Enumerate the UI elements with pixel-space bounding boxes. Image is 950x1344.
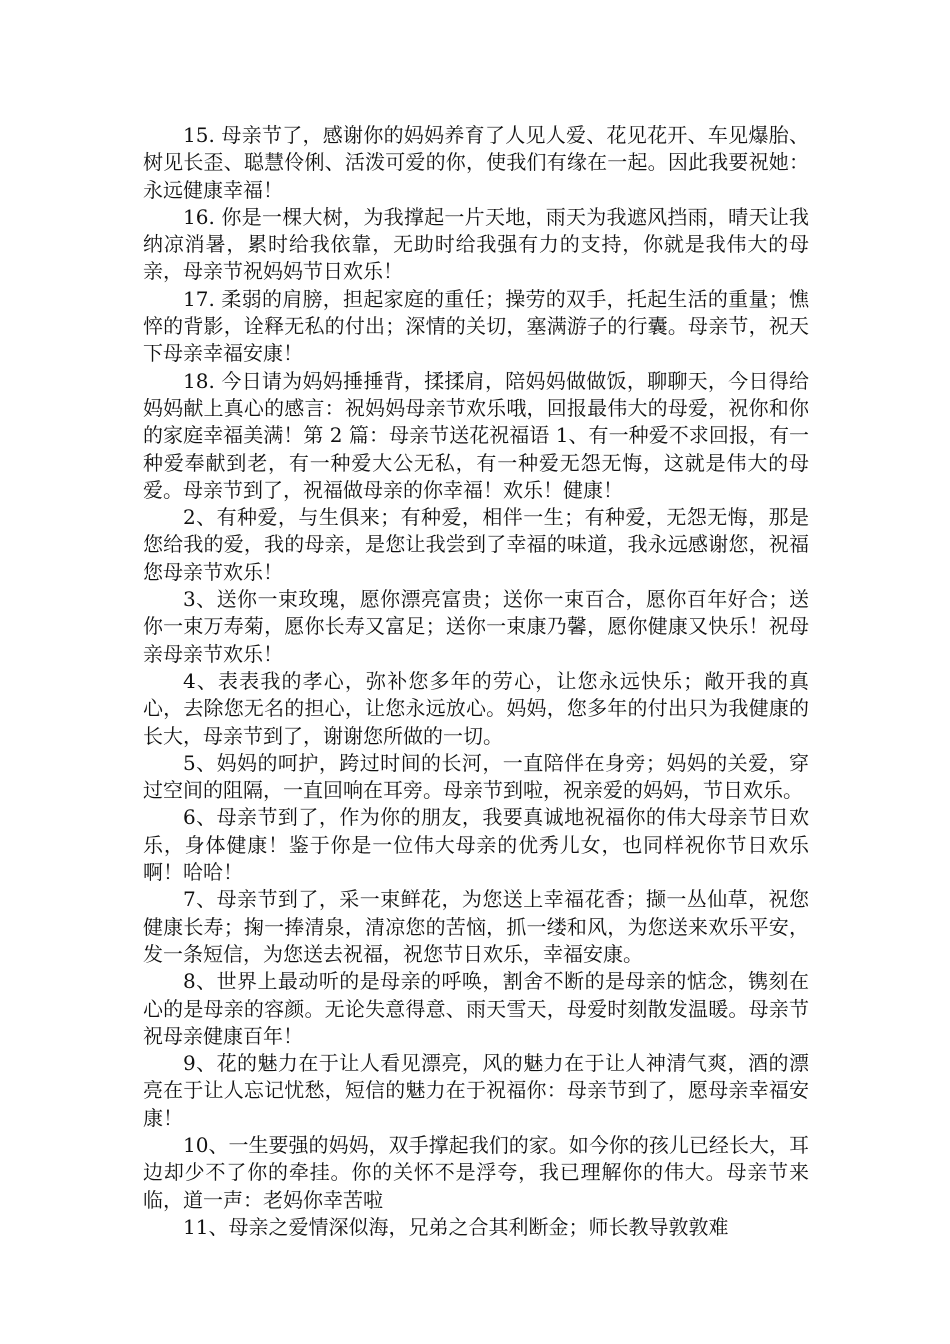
paragraph-9: 9、花的魅力在于让人看见漂亮，风的魅力在于让人神清气爽，酒的漂亮在于让人忘记忧愁，短信的魅力在于祝福你：母亲节到了，愿母亲幸福安康！ (143, 1051, 809, 1130)
paragraph-2: 2、有种爱，与生俱来；有种爱，相伴一生；有种爱，无怨无悔，那是您给我的爱，我的母亲，是您让我尝到了幸福的味道，我永远感谢您，祝福您母亲节欢乐！ (143, 505, 809, 584)
paragraph-8: 8、世界上最动听的是母亲的呼唤，割舍不断的是母亲的惦念，镌刻在心的是母亲的容颜。无论失意得意、雨天雪天，母爱时刻散发温暖。母亲节祝母亲健康百年！ (143, 969, 809, 1048)
paragraph-3: 3、送你一束玫瑰，愿你漂亮富贵；送你一束百合，愿你百年好合；送你一束万寿菊，愿你长寿又富足；送你一束康乃馨，愿你健康又快乐！祝母亲母亲节欢乐！ (143, 587, 809, 666)
paragraph-7: 7、母亲节到了，采一束鲜花，为您送上幸福花香；撷一丛仙草，祝您健康长寿；掬一捧清泉，清凉您的苦恼，抓一缕和风，为您送来欢乐平安，发一条短信，为您送去祝福，祝您节日欢乐，幸福安康。 (143, 887, 809, 966)
paragraph-11: 11、母亲之爱情深似海，兄弟之合其利断金；师长教导敦敦难 (183, 1214, 729, 1239)
paragraph-5: 5、妈妈的呵护，跨过时间的长河，一直陪伴在身旁；妈妈的关爱，穿过空间的阻隔，一直回响在耳旁。母亲节到啦，祝亲爱的妈妈，节日欢乐。 (143, 750, 809, 803)
paragraph-10: 10、一生要强的妈妈，双手撑起我们的家。如今你的孩儿已经长大，耳边却少不了你的牵挂。你的关怀不是浮夸，我已理解你的伟大。母亲节来临，道一声：老妈你幸苦啦 (143, 1132, 809, 1212)
paragraph-17: 17. 柔弱的肩膀，担起家庭的重任；操劳的双手，托起生活的重量；憔悴的背影，诠释无私的付出；深情的关切，塞满游子的行囊。母亲节，祝天下母亲幸福安康！ (143, 286, 809, 366)
document-body (143, 122, 809, 1241)
paragraph-6: 6、母亲节到了，作为你的朋友，我要真诚地祝福你的伟大母亲节日欢乐，身体健康！鉴于你是一位伟大母亲的优秀儿女，也同样祝你节日欢乐啊！哈哈！ (143, 805, 809, 885)
paragraph-15: 15. 母亲节了，感谢你的妈妈养育了人见人爱、花见花开、车见爆胎、树见长歪、聪慧伶俐、活泼可爱的你，使我们有缘在一起。因此我要祝她：永远健康幸福！ (143, 123, 809, 202)
paragraph-16: 16. 你是一棵大树，为我撑起一片天地，雨天为我遮风挡雨，晴天让我纳凉消暑，累时给我依靠，无助时给我强有力的支持，你就是我伟大的母亲，母亲节祝妈妈节日欢乐！ (143, 204, 809, 284)
paragraph-4: 4、表表我的孝心，弥补您多年的劳心，让您永远快乐；敞开我的真心，去除您无名的担心，让您永远放心。妈妈，您多年的付出只为我健康的长大，母亲节到了，谢谢您所做的一切。 (143, 668, 809, 748)
paragraph-18: 18. 今日请为妈妈捶捶背，揉揉肩，陪妈妈做做饭，聊聊天，今日得给妈妈献上真心的感言：祝妈妈母亲节欢乐哦，回报最伟大的母爱，祝你和你的家庭幸福美满！第 2 篇：母亲节送花祝福语 1、有一种爱不求回报，有一种爱奉献到老，有一种爱大公无私，有一种爱无怨无悔，这就是伟大的母爱。母亲节到了，祝福做母亲的你幸福！欢乐！健康！ (143, 368, 809, 502)
